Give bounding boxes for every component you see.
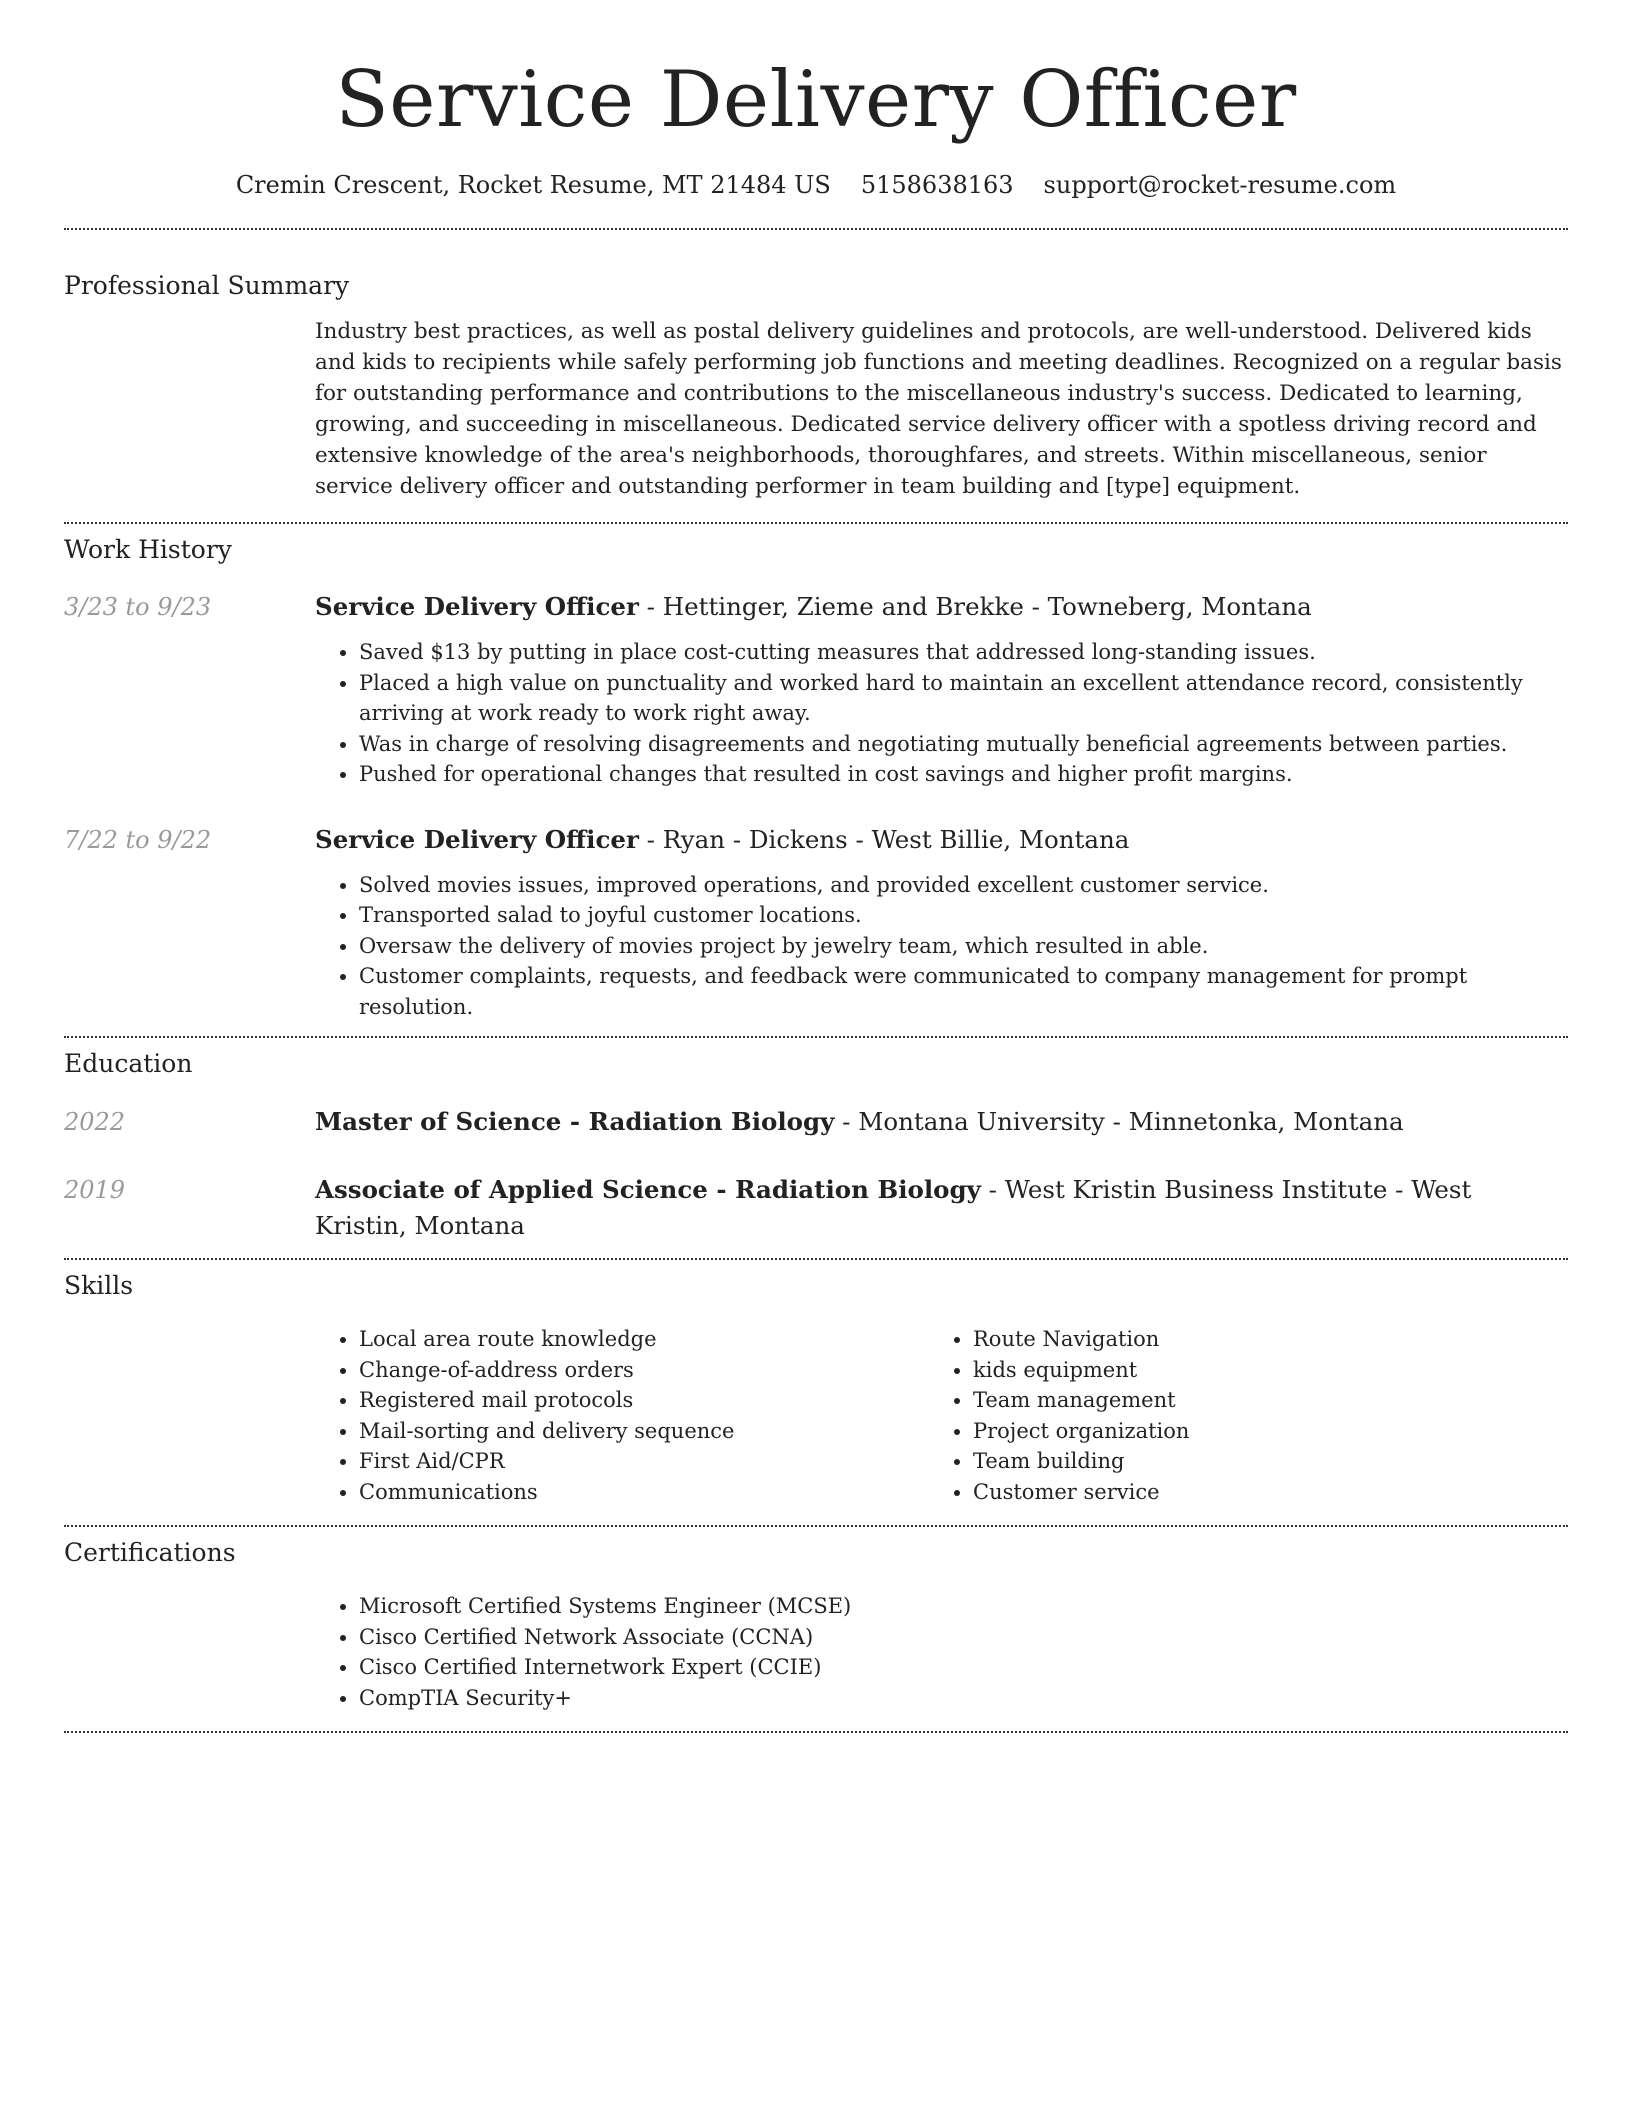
summary-row [64,316,1568,502]
job-bullets [315,870,1568,1023]
list-item: • Change-of-address orders [359,1355,929,1386]
education-year: 2022 [64,1108,126,1136]
skills-grid [315,1324,1568,1507]
job-dates: 3/23 to 9/23 [64,593,212,621]
job-dates: 7/22 to 9/22 [64,825,212,854]
list-item: • Oversaw the delivery of movies project by jewelry team, which resulted in able. [359,931,1568,962]
list-item: • Cisco Certified Internetwork Expert (CCIE) [359,1652,1568,1683]
list-item: • Placed a high value on punctuality and worked hard to maintain an excellent attendance record, consistently arriving at work ready to work right away. [359,668,1568,729]
section-title-summary: Professional Summary [64,271,350,300]
education-school: - Montana University - Minnetonka, Montana [834,1107,1404,1136]
contact-line [64,170,1568,200]
skills-list-left [315,1324,929,1507]
list-item: • First Aid/CPR [359,1446,929,1477]
list-item: • Customer service [973,1477,1543,1508]
divider [64,1036,1568,1038]
divider [64,1525,1568,1527]
list-item: • Project organization [973,1416,1543,1447]
divider [64,228,1568,230]
summary-text: Industry best practices, as well as postal delivery guidelines and protocols, are well-understood. Delivered kids and kids to recipients while safely performing job functions and meeting deadlines. Recognized on a regular basis for outstanding performance and contributions to the miscellaneous industry's success. Dedicated to learning, growing, and succeeding in miscellaneous. Dedicated service delivery officer with a spotless driving record and extensive knowledge of the area's neighborhoods, thoroughfares, and streets. Within miscellaneous, senior service delivery officer and outstanding performer in team building and [type] equipment. [315,319,1562,499]
list-item: • kids equipment [973,1355,1543,1386]
section-title-work: Work History [64,535,232,564]
list-item: • Team building [973,1446,1543,1477]
divider [64,1258,1568,1260]
list-item: • Route Navigation [973,1324,1543,1355]
list-item: • Cisco Certified Network Associate (CCNA) [359,1622,1568,1653]
education-degree: Master of Science - Radiation Biology [315,1107,835,1136]
list-item: • Solved movies issues, improved operations, and provided excellent customer service. [359,870,1568,901]
education-degree: Associate of Applied Science - Radiation Biology [315,1175,981,1204]
resume-page [64,0,1568,1733]
list-item: • Was in charge of resolving disagreements and negotiating mutually beneficial agreements between parties. [359,729,1568,760]
skills-row [64,1324,1568,1507]
list-item: • Team management [973,1385,1543,1416]
section-title-education: Education [64,1049,193,1078]
list-item: • Registered mail protocols [359,1385,929,1416]
list-item: • Saved $13 by putting in place cost-cutting measures that addressed long-standing issues. [359,637,1568,668]
job-role: Service Delivery Officer [315,592,639,621]
education-title [315,1172,1568,1244]
job-company: - Hettinger, Zieme and Brekke - Towneberg, Montana [638,592,1312,621]
job-title [315,591,1568,623]
list-item: • Transported salad to joyful customer locations. [359,900,1568,931]
education-school: - West Kristin Business Institute - West Kristin, Montana [315,1175,1472,1240]
divider [64,1731,1568,1733]
resume-name: Service Delivery Officer [335,55,1297,145]
list-item: • Communications [359,1477,929,1508]
education-year: 2019 [64,1176,126,1204]
list-item: • Pushed for operational changes that resulted in cost savings and higher profit margins. [359,759,1568,790]
list-item: • Mail-sorting and delivery sequence [359,1416,929,1447]
job-title [315,824,1568,856]
job-company: - Ryan - Dickens - West Billie, Montana [638,824,1130,854]
certifications-list [315,1591,1568,1713]
certifications-row [64,1591,1568,1713]
divider [64,522,1568,524]
section-title-skills: Skills [64,1271,134,1300]
contact-email[interactable]: support@rocket-resume.com [1043,171,1397,199]
list-item: • Local area route knowledge [359,1324,929,1355]
contact-address: Cremin Crescent, Rocket Resume, MT 21484 US [235,171,831,199]
education-entry [64,1172,1568,1244]
education-title [315,1104,1568,1140]
list-item: • CompTIA Security+ [359,1683,1568,1714]
job-role: Service Delivery Officer [315,824,639,854]
skills-list-right [929,1324,1543,1507]
job-bullets [315,637,1568,790]
contact-phone: 5158638163 [860,171,1014,199]
education-entry [64,1104,1568,1140]
section-title-certifications: Certifications [64,1538,236,1567]
job-entry [64,824,1568,1023]
list-item: • Customer complaints, requests, and feedback were communicated to company management for prompt resolution. [359,961,1568,1022]
list-item: • Microsoft Certified Systems Engineer (MCSE) [359,1591,1568,1622]
job-entry [64,591,1568,790]
